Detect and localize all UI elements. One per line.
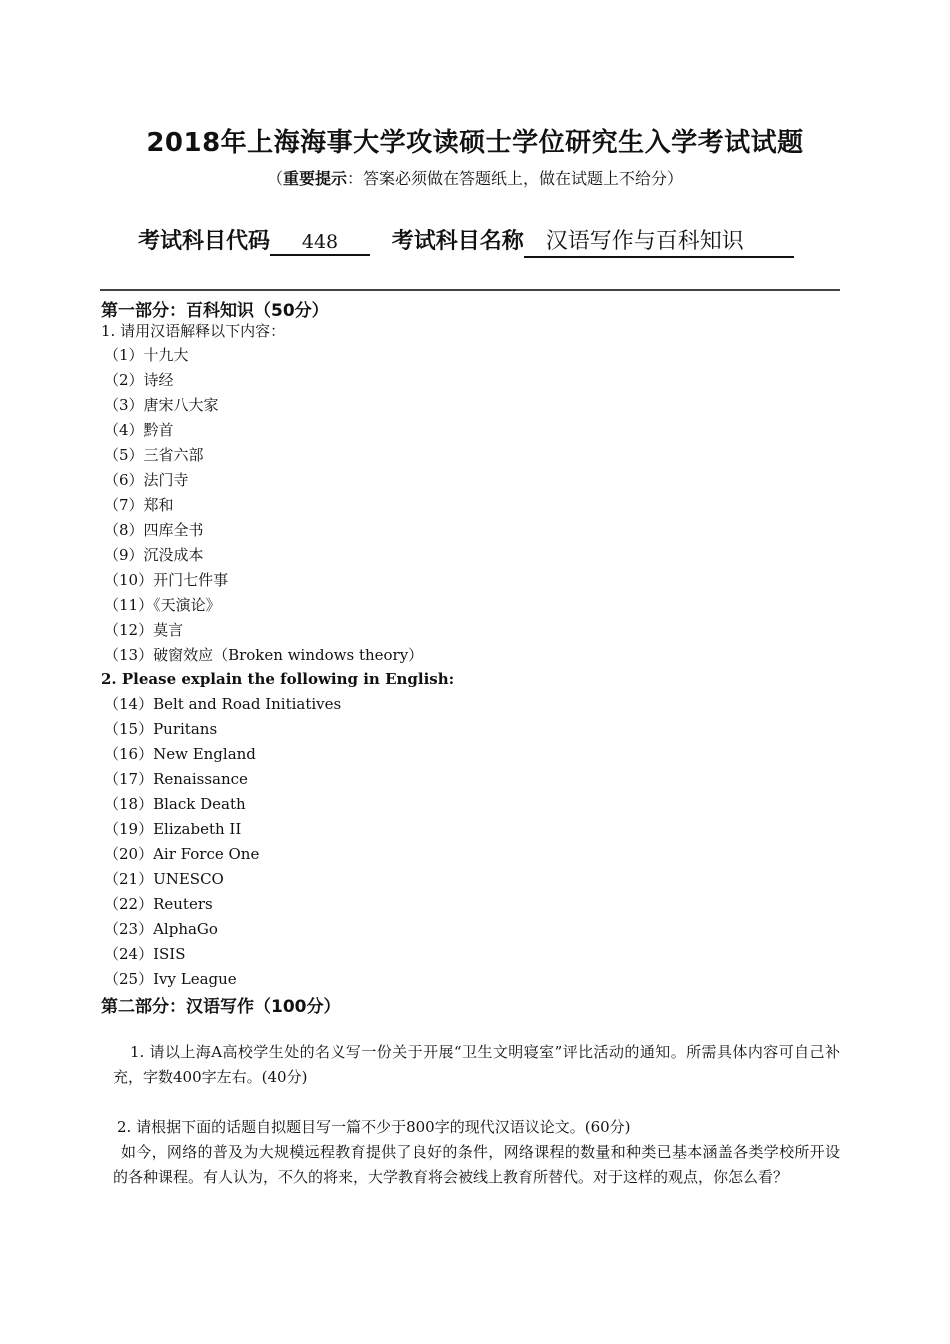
list-item: （18）Black Death xyxy=(104,795,246,813)
hint-label: 重要提示 xyxy=(282,169,347,188)
list-item: （3）唐宋八大家 xyxy=(104,396,219,414)
subject-line xyxy=(138,224,794,258)
subject-code-value: 448 xyxy=(270,231,370,256)
list-item: （24）ISIS xyxy=(104,945,186,963)
list-item: （23）AlphaGo xyxy=(104,920,218,938)
chinese-term-list xyxy=(104,343,423,668)
list-item: （10）开门七件事 xyxy=(104,571,229,589)
subject-name-value: 汉语写作与百科知识 xyxy=(524,224,794,258)
question-1-prompt: 1. 请用汉语解释以下内容： xyxy=(101,322,286,340)
list-item: （1）十九大 xyxy=(104,346,189,364)
part2-heading: 第二部分：汉语写作（100分） xyxy=(101,997,341,1017)
subject-code-label: 考试科目代码 xyxy=(138,229,271,254)
english-term-list xyxy=(104,692,341,992)
list-item: （12）莫言 xyxy=(104,621,184,639)
list-item: （5）三省六部 xyxy=(104,446,204,464)
hint-open: （ xyxy=(266,169,283,188)
list-item: （9）沉没成本 xyxy=(104,546,204,564)
writing-task-1: 1. 请以上海A高校学生处的名义写一份关于开展“卫生文明寝室”评比活动的通知。所需具体内容可自己补充，字数400字左右。(40分) xyxy=(113,1043,840,1086)
list-item: （14）Belt and Road Initiatives xyxy=(104,695,342,713)
list-item: （6）法门寺 xyxy=(104,471,189,489)
list-item: （11）《天演论》 xyxy=(104,596,221,614)
question-2-prompt: 2. Please explain the following in English: xyxy=(101,670,455,688)
list-item: （22）Reuters xyxy=(104,895,213,913)
writing-task-2-prompt: 2. 请根据下面的话题自拟题目写一篇不少于800字的现代汉语议论文。(60分) xyxy=(117,1118,631,1136)
part1-heading: 第一部分：百科知识（50分） xyxy=(101,301,329,321)
header-divider xyxy=(100,289,840,291)
list-item: （25）Ivy League xyxy=(104,970,237,988)
important-hint xyxy=(0,166,950,189)
list-item: （17）Renaissance xyxy=(104,770,248,788)
list-item: （21）UNESCO xyxy=(104,870,224,888)
list-item: （19）Elizabeth II xyxy=(104,820,242,838)
list-item: （2）诗经 xyxy=(104,371,174,389)
list-item: （4）黔首 xyxy=(104,421,174,439)
subject-name-label: 考试科目名称 xyxy=(391,229,524,254)
list-item: （13）破窗效应（Broken windows theory） xyxy=(104,646,424,664)
writing-task-2-text: 如今，网络的普及为大规模远程教育提供了良好的条件，网络课程的数量和种类已基本涵盖各类学校所开设的各种课程。有人认为，不久的将来，大学教育将会被线上教育所替代。对于这样的观点，你怎么看？ xyxy=(113,1143,840,1186)
exam-title: 2018年上海海事大学攻读硕士学位研究生入学考试试题 xyxy=(146,128,804,158)
list-item: （7）郑和 xyxy=(104,496,174,514)
list-item: （8）四库全书 xyxy=(104,521,204,539)
hint-text: ：答案必须做在答题纸上，做在试题上不给分） xyxy=(347,169,684,188)
list-item: （20）Air Force One xyxy=(104,845,260,863)
list-item: （15）Puritans xyxy=(104,720,218,738)
list-item: （16）New England xyxy=(104,745,256,763)
